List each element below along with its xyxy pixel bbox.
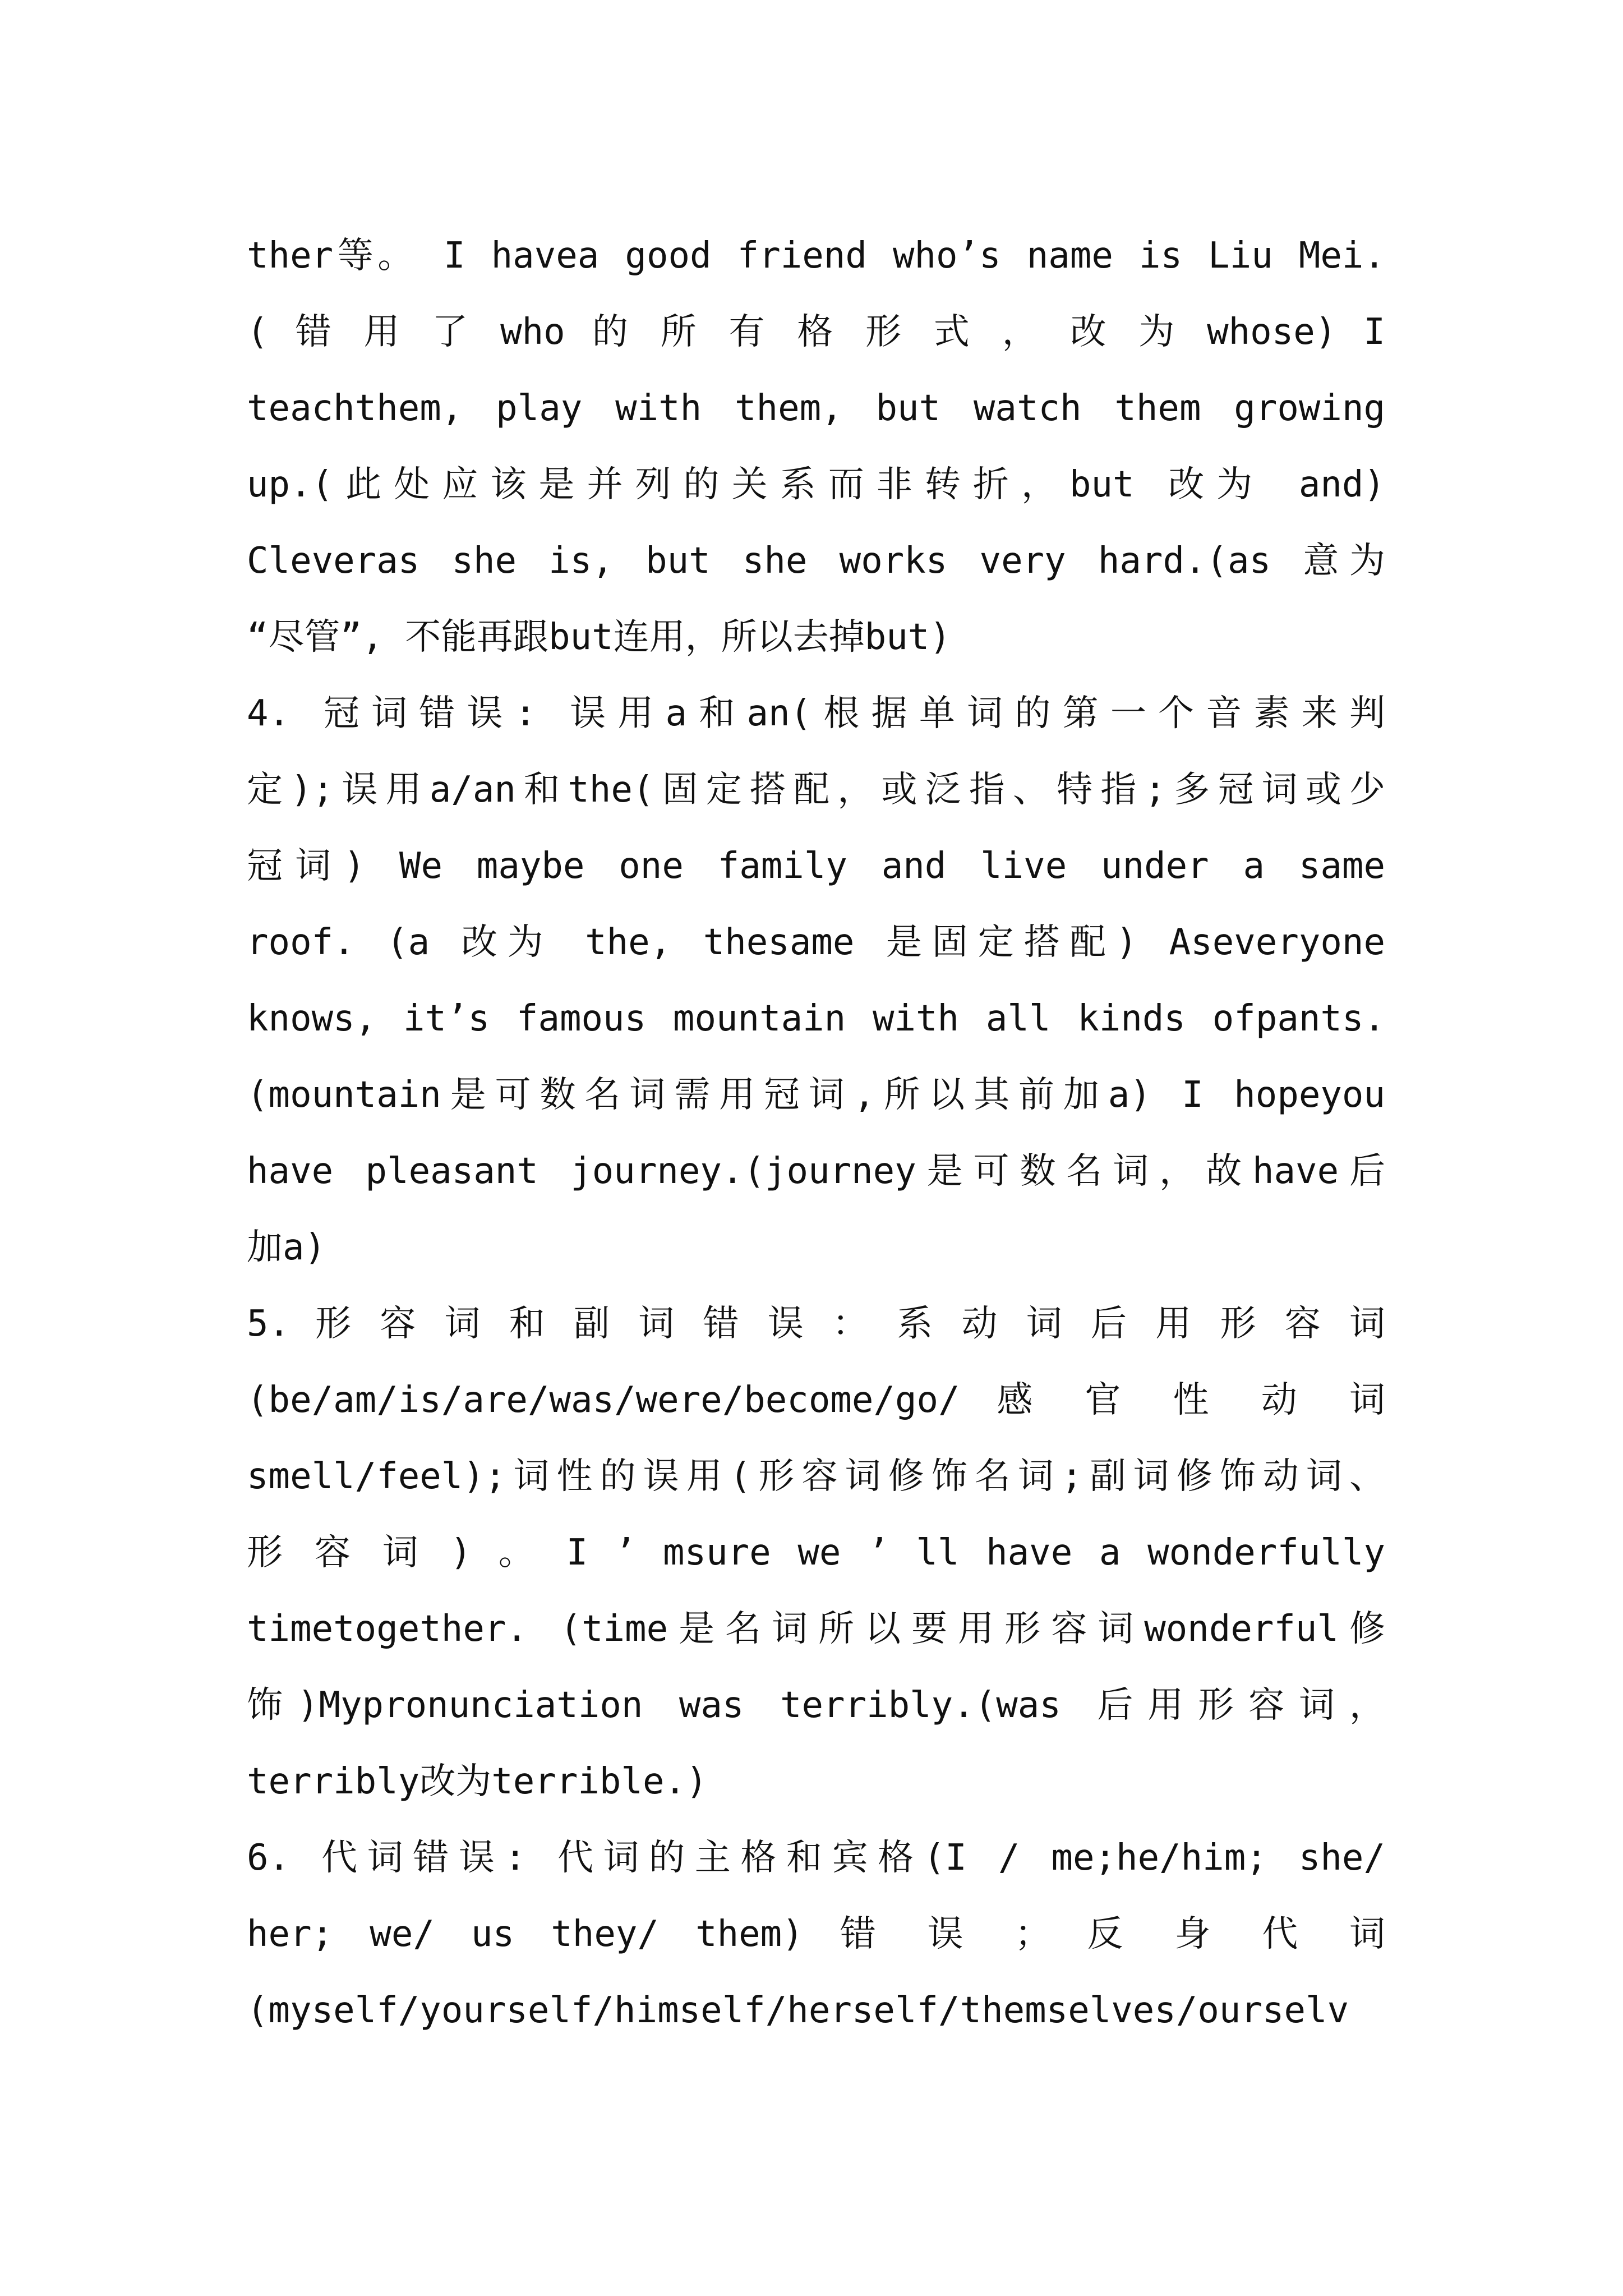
- text-line: (be/am/is/are/was/were/become/go/ 感 官 性 动 词: [247, 1379, 1385, 1421]
- text-line: Cleveras she is, but she works very hard.(as 意为: [247, 540, 1385, 582]
- text-line: 定);误用a/an和the(固定搭配，或泛指、特指;多冠词或少: [247, 769, 1385, 811]
- text-line: 饰)Mypronunciation was terribly.(was 后用形容词，: [247, 1685, 1385, 1726]
- body-text: [247, 218, 1385, 2049]
- text-line: 形 容 词 ) 。 I ’ msure we ’ ll have a wonderfully: [247, 1532, 1385, 1573]
- text-line: up.(此处应该是并列的关系而非转折，but 改为 and): [247, 464, 1385, 505]
- text-line: 加a): [247, 1227, 326, 1268]
- text-line: smell/feel);词性的误用(形容词修饰名词;副词修饰动词、: [247, 1456, 1385, 1497]
- text-line: 冠词) We maybe one family and live under a same: [247, 845, 1385, 887]
- text-line: have pleasant journey.(journey是可数名词，故have后: [247, 1151, 1385, 1192]
- text-line: teachthem, play with them, but watch them growing: [247, 388, 1385, 429]
- text-line: 6. 代词错误: 代词的主格和宾格(I / me;he/him; she/: [247, 1837, 1385, 1879]
- text-line: (mountain是可数名词需用冠词,所以其前加a) I hopeyou: [247, 1074, 1385, 1116]
- text-line: 5. 形 容 词 和 副 词 错 误 ： 系 动 词 后 用 形 容 词: [247, 1303, 1385, 1345]
- text-line: roof. (a 改为 the, thesame 是固定搭配) Aseveryone: [247, 922, 1385, 963]
- text-line: “尽管”, 不能再跟but连用，所以去掉but): [247, 616, 951, 658]
- text-line: terribly改为terrible.): [247, 1761, 708, 1802]
- text-line: knows, it’s famous mountain with all kinds ofpants.: [247, 998, 1385, 1039]
- text-line: ther等。 I havea good friend who’s name is Liu Mei.: [247, 235, 1385, 277]
- text-line: timetogether. (time是名词所以要用形容词wonderful修: [247, 1608, 1385, 1650]
- text-line: 4. 冠词错误: 误用a和an(根据单词的第一个音素来判: [247, 693, 1385, 734]
- text-line: (myself/yourself/himself/herself/themselves/ourselv: [247, 1990, 1349, 2031]
- text-line: ( 错 用 了 who 的 所 有 格 形 式 ， 改 为 whose) I: [247, 311, 1385, 353]
- text-line: her; we/ us they/ them) 错 误 ； 反 身 代 词: [247, 1913, 1385, 1955]
